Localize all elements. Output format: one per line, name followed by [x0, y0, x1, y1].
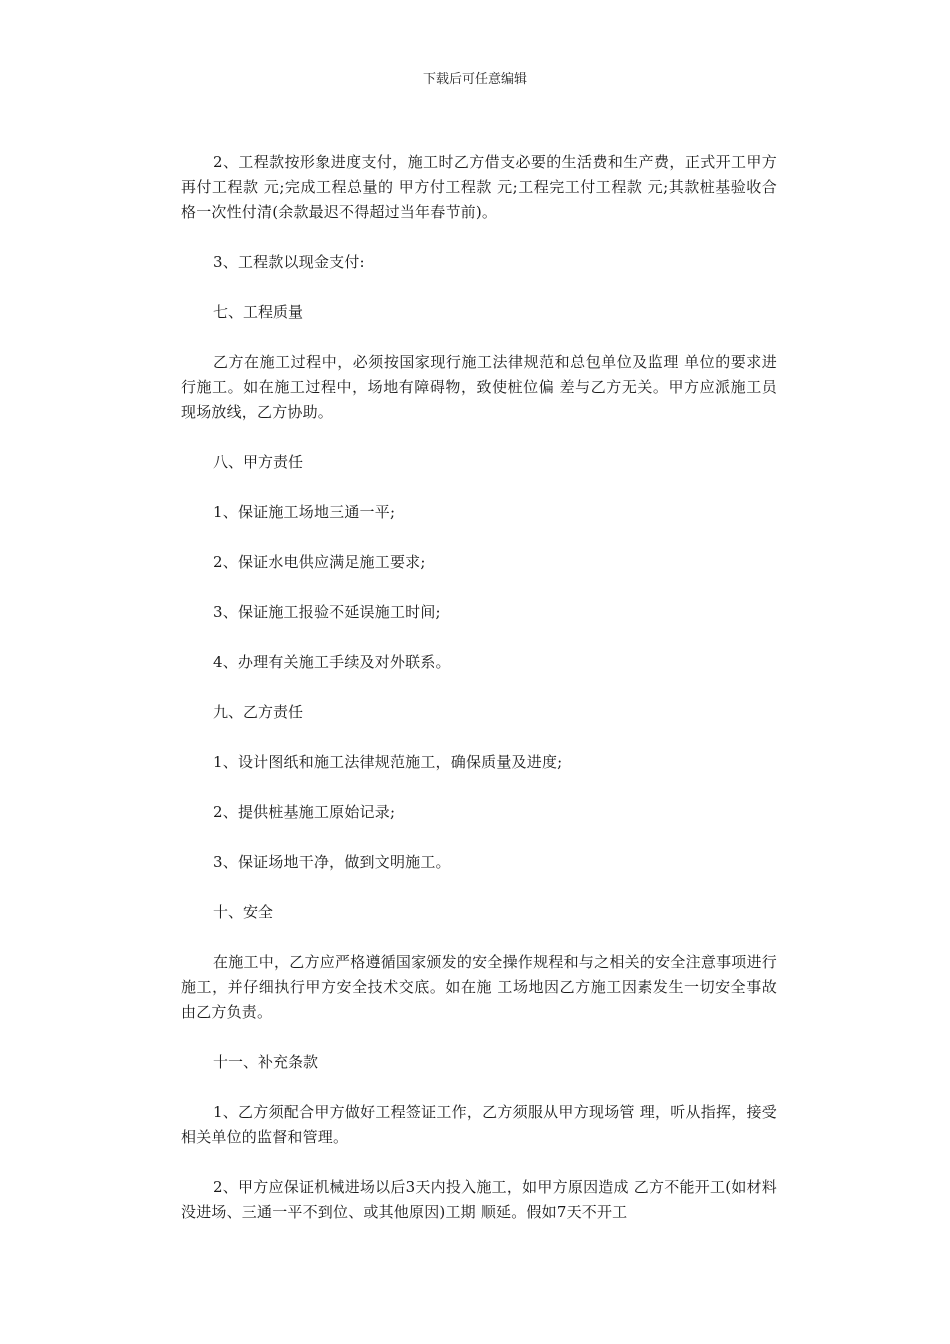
supplementary-item-2: 2、甲方应保证机械进场以后3天内投入施工，如甲方原因造成 乙方不能开工(如材料没进场、三通一平不到位、或其他原因)工期 顺延。假如7天不开工 [181, 1178, 777, 1221]
document-body [181, 150, 777, 1250]
section-heading-party-b: 九、乙方责任 [213, 703, 304, 721]
party-a-item-2: 2、保证水电供应满足施工要求; [213, 553, 426, 571]
party-b-item-1: 1、设计图纸和施工法律规范施工，确保质量及进度; [213, 753, 563, 771]
party-b-item-3: 3、保证场地干净，做到文明施工。 [213, 853, 451, 871]
payment-clause-2: 2、工程款按形象进度支付，施工时乙方借支必要的生活费和生产费，正式开工甲方再付工程款 元;完成工程总量的 甲方付工程款 元;工程完工付工程款 元;其款桩基验收合格一次性付清(余款最迟不得超过当年春节前)。 [181, 153, 777, 221]
party-a-item-4: 4、办理有关施工手续及对外联系。 [213, 653, 451, 671]
party-b-item-2: 2、提供桩基施工原始记录; [213, 803, 396, 821]
section-heading-safety: 十、安全 [213, 903, 274, 921]
page-header: 下载后可任意编辑 [422, 72, 527, 87]
party-a-item-3: 3、保证施工报验不延误施工时间; [213, 603, 441, 621]
section-heading-party-a: 八、甲方责任 [213, 453, 304, 471]
payment-clause-3: 3、工程款以现金支付: [213, 253, 365, 271]
section-heading-supplementary: 十一、补充条款 [213, 1053, 319, 1071]
section-heading-quality: 七、工程质量 [213, 303, 304, 321]
quality-paragraph: 乙方在施工过程中，必须按国家现行施工法律规范和总包单位及监理 单位的要求进行施工。如在施工过程中，场地有障碍物，致使桩位偏 差与乙方无关。甲方应派施工员现场放线，乙方协助。 [181, 353, 777, 421]
supplementary-item-1: 1、乙方须配合甲方做好工程签证工作，乙方须服从甲方现场管 理，听从指挥，接受相关单位的监督和管理。 [181, 1103, 777, 1146]
safety-paragraph: 在施工中，乙方应严格遵循国家颁发的安全操作规程和与之相关的安全注意事项进行施工，并仔细执行甲方安全技术交底。如在施 工场地因乙方施工因素发生一切安全事故由乙方负责。 [181, 953, 777, 1021]
party-a-item-1: 1、保证施工场地三通一平; [213, 503, 396, 521]
